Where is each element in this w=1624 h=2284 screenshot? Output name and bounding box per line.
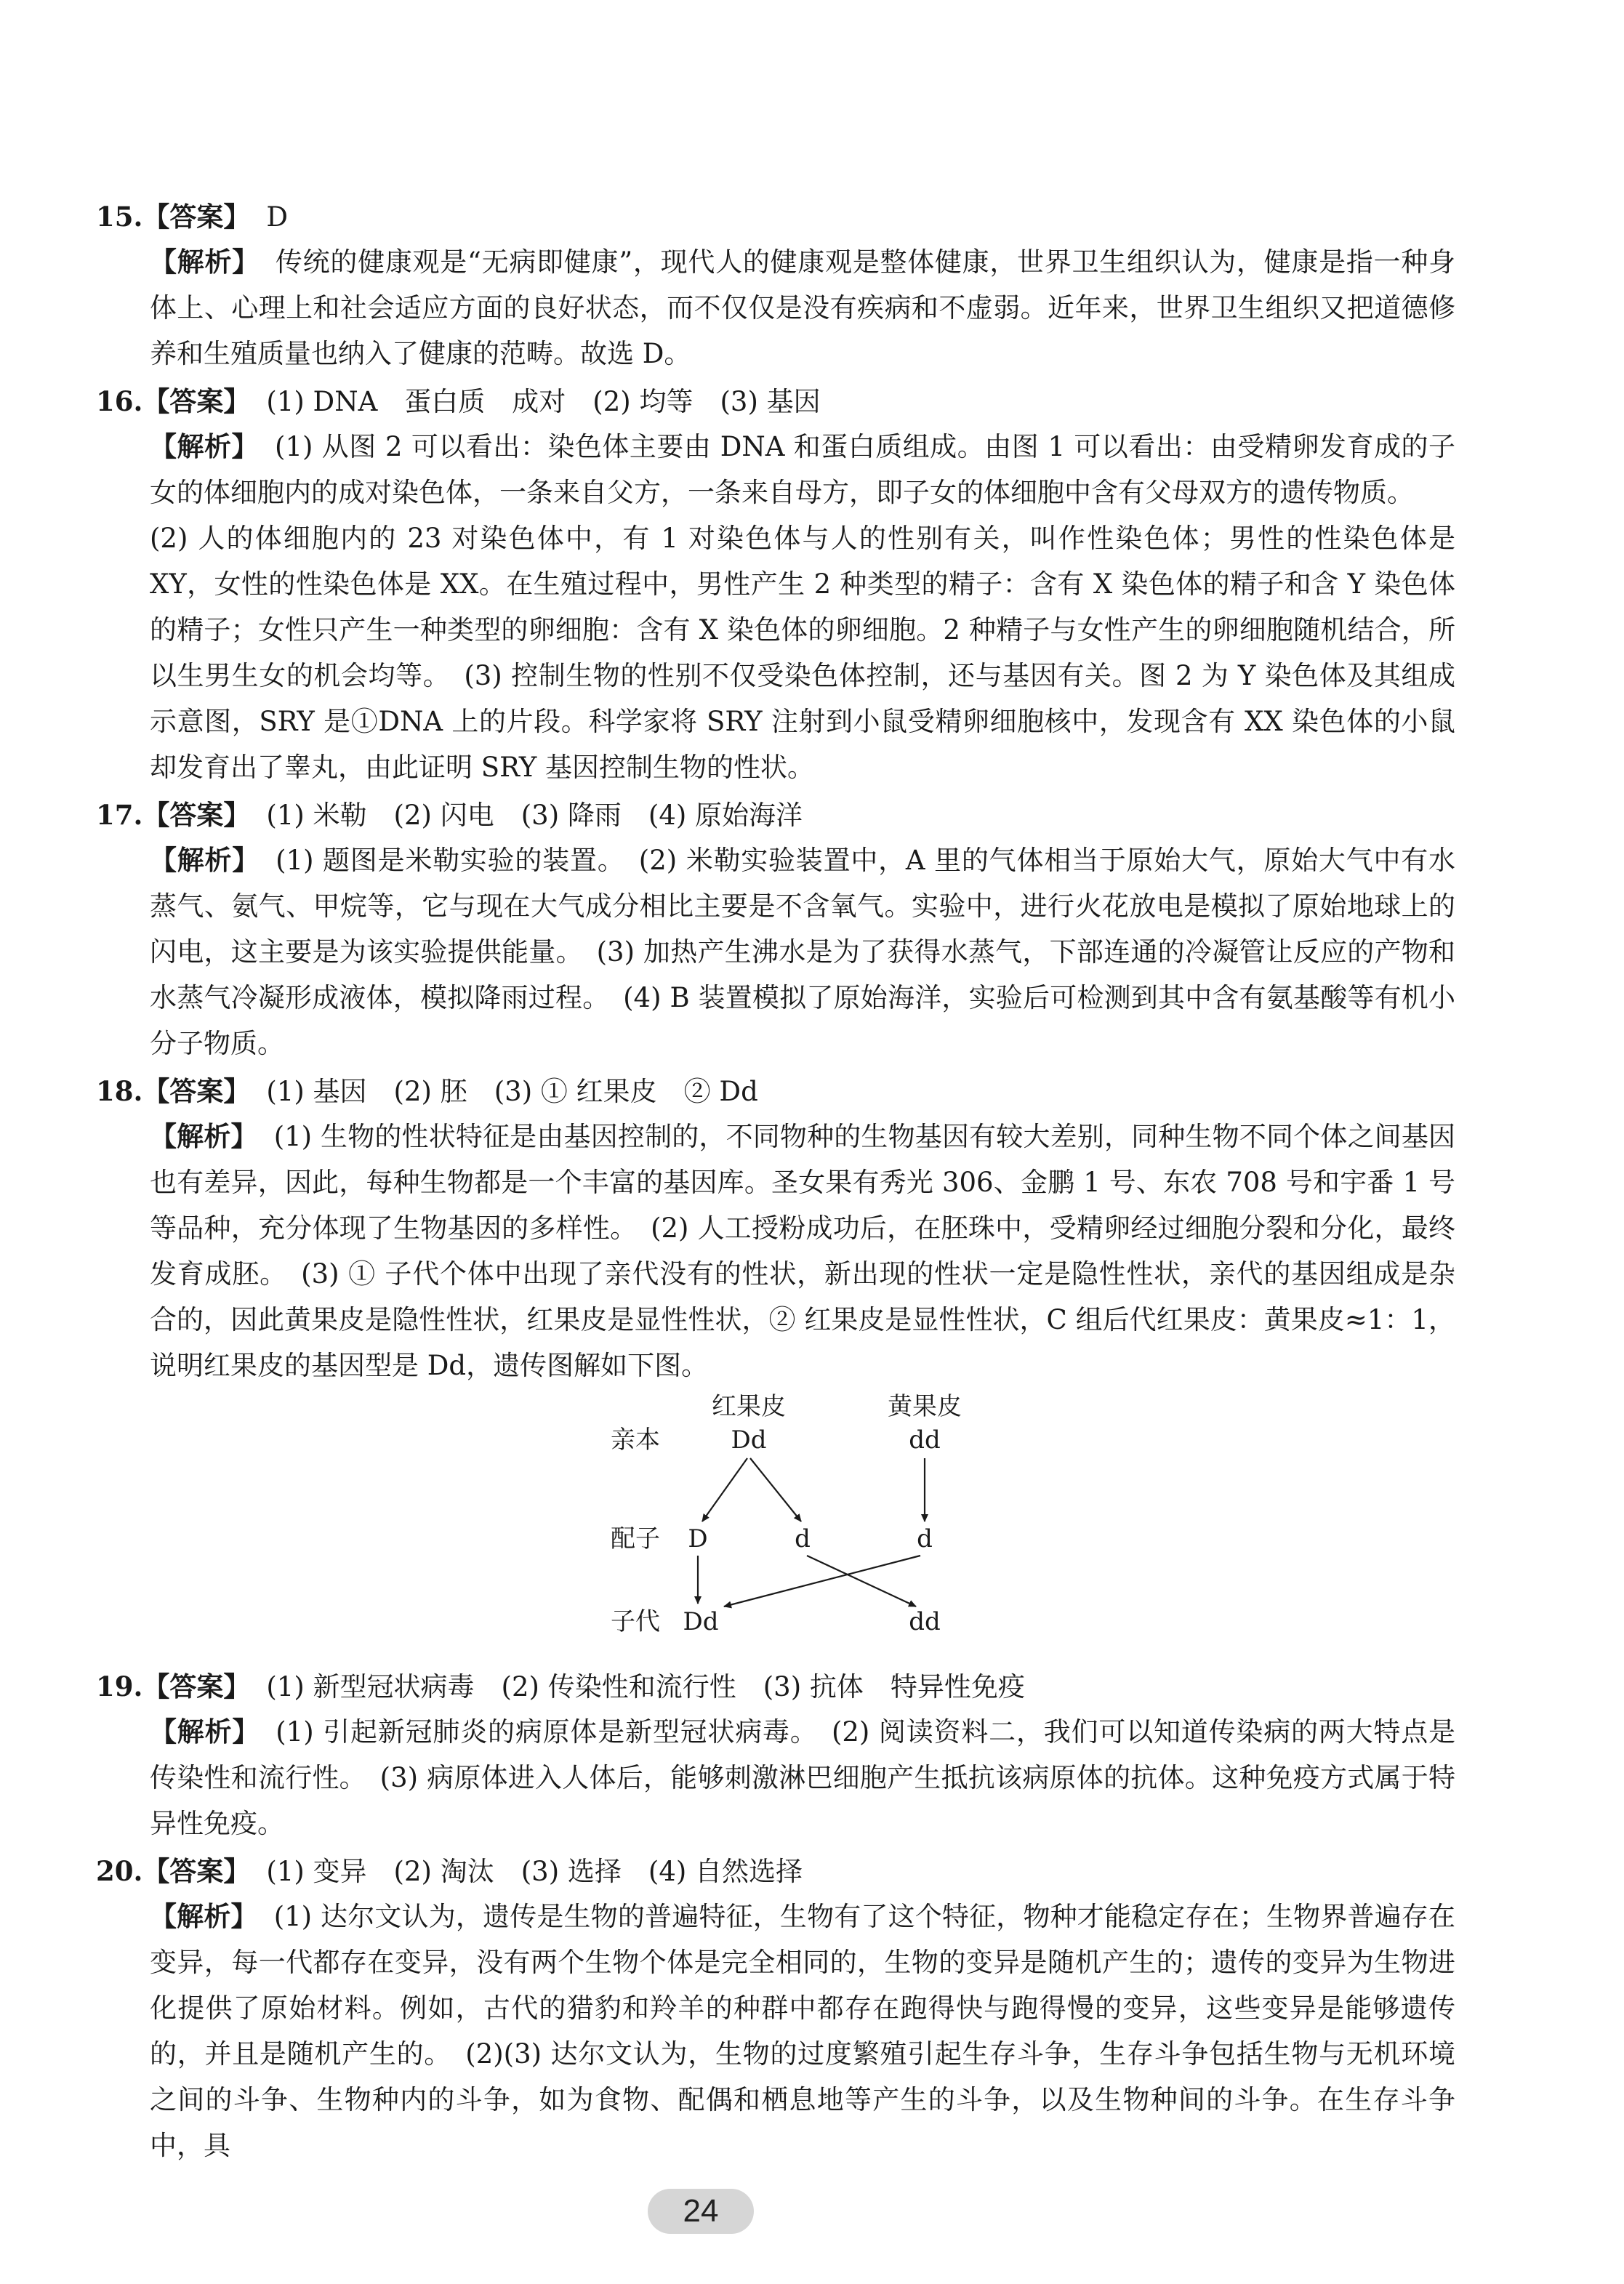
gamete-d-1: d — [795, 1524, 811, 1553]
answer-text: (1) 米勒 (2) 闪电 (3) 降雨 (4) 原始海洋 — [266, 800, 803, 831]
offspring-Dd: Dd — [683, 1607, 719, 1636]
answer-label: 【答案】 — [142, 201, 251, 233]
parent-trait-yellow: 黄果皮 — [888, 1392, 962, 1421]
analysis-label: 【解析】 — [150, 1120, 258, 1152]
gamete-D: D — [688, 1524, 708, 1553]
cross-arrows — [698, 1458, 925, 1607]
analysis-label: 【解析】 — [150, 430, 260, 462]
analysis-text: (1) 引起新冠肺炎的病原体是新型冠状病毒。 (2) 阅读资料二，我们可以知道传染病的两大特点是传染性和流行性。 (3) 病原体进入人体后，能够刺激淋巴细胞产生抵抗该病原体的抗体。这种免疫方式属于特异性免疫。 — [150, 1716, 1456, 1839]
question-15 — [96, 195, 1455, 377]
page-number: 24 — [648, 2189, 754, 2234]
parent-genotype-dd-homo: dd — [909, 1426, 941, 1455]
answer-text: (1) 新型冠状病毒 (2) 传染性和流行性 (3) 抗体 特异性免疫 — [266, 1671, 1025, 1702]
question-18 — [96, 1069, 1455, 1388]
analysis-block — [150, 1114, 1455, 1388]
question-number: 15. — [96, 201, 143, 233]
answer-label: 【答案】 — [142, 1855, 251, 1887]
genetic-cross-svg — [596, 1374, 1003, 1636]
analysis-text: (2) 人的体细胞内的 23 对染色体中，有 1 对染色体与人的性别有关，叫作性染色体；男性的性染色体是 XY，女性的性染色体是 XX。在生殖过程中，男性产生 2 种类型的精子：含有 X 染色体的精子和含 Y 染色体的精子；女性只产生一种类型的卵细胞：含有 X 染色体的卵细胞。2 种精子与女性产生的卵细胞随机结合，所以生男生女的机会均等。 (3) 控制生物的性别不仅受染色体控制，还与基因有关。图 2 为 Y 染色体及其组成示意图，SRY 是①DNA 上的片段。科学家将 SRY 注射到小鼠受精卵细胞核中，发现含有 XX 染色体的小鼠却发育出了睾丸，由此证明 SRY 基因控制生物的性状。 — [150, 523, 1455, 783]
offspring-dd: dd — [909, 1607, 941, 1636]
analysis-text: (1) 达尔文认为，遗传是生物的普遍特征，生物有了这个特征，物种才能稳定存在；生物界普遍存在变异，每一代都存在变异，没有两个生物个体是完全相同的，生物的变异是随机产生的；遗传的变异为生物进化提供了原始材料。例如，古代的猎豹和羚羊的种群中都存在跑得快与跑得慢的变异，这些变异是能够遗传的，并且是随机产生的。 (2)(3) 达尔文认为，生物的过度繁殖引起生存斗争，生存斗争包括生物与无机环境之间的斗争、生物种内的斗争，如为食物、配偶和栖息地等产生的斗争，以及生物种间的斗争。在生存斗争中，具 — [150, 1901, 1456, 2161]
analysis-text: (1) 生物的性状特征是由基因控制的，不同物种的生物基因有较大差别，同种生物不同个体之间基因也有差异，因此，每种生物都是一个丰富的基因库。圣女果有秀光 306、金鹏 1 号、东农 708 号和宇番 1 号等品种，充分体现了生物基因的多样性。 (2) 人工授粉成功后，在胚珠中，受精卵经过细胞分裂和分化，最终发育成胚。 (3) ① 子代个体中出现了亲代没有的性状，新出现的性状一定是隐性性状，亲代的基因组成是杂合的，因此黄果皮是隐性性状，红果皮是显性性状，② 红果皮是显性性状，C 组后代红果皮：黄果皮≈1：1，说明红果皮的基因型是 Dd，遗传图解如下图。 — [150, 1121, 1456, 1381]
answer-text: D — [266, 201, 289, 233]
analysis-label: 【解析】 — [150, 844, 260, 876]
answer-text: (1) 变异 (2) 淘汰 (3) 选择 (4) 自然选择 — [266, 1856, 803, 1887]
answer-label: 【答案】 — [142, 1670, 251, 1702]
analysis-block — [150, 424, 1455, 790]
genetic-cross-diagram — [596, 1374, 1003, 1636]
question-number: 19. — [96, 1670, 143, 1702]
analysis-block — [150, 239, 1455, 377]
analysis-text: (1) 题图是米勒实验的装置。 (2) 米勒实验装置中，A 里的气体相当于原始大气，原始大气中有水蒸气、氨气、甲烷等，它与现在大气成分相比主要是不含氧气。实验中，进行火花放电是模拟了原始地球上的闪电，这主要是为该实验提供能量。 (3) 加热产生沸水是为了获得水蒸气，下部连通的冷凝管让反应的产物和水蒸气冷凝形成液体，模拟降雨过程。 (4) B 装置模拟了原始海洋，实验后可检测到其中含有氨基酸等有机小分子物质。 — [150, 845, 1456, 1059]
analysis-text: 传统的健康观是“无病即健康”，现代人的健康观是整体健康，世界卫生组织认为，健康是指一种身体上、心理上和社会适应方面的良好状态，而不仅仅是没有疾病和不虚弱。近年来，世界卫生组织又把道德修养和生殖质量也纳入了健康的范畴。故选 D。 — [150, 246, 1455, 369]
answer-label: 【答案】 — [142, 799, 251, 831]
question-17 — [96, 793, 1455, 1066]
answer-text: (1) DNA 蛋白质 成对 (2) 均等 (3) 基因 — [266, 386, 821, 417]
question-20 — [96, 1849, 1455, 2168]
analysis-label: 【解析】 — [150, 1900, 258, 1932]
answer-label: 【答案】 — [142, 1075, 251, 1107]
question-19 — [96, 1665, 1455, 1846]
question-number: 20. — [96, 1855, 143, 1887]
answer-text: (1) 基因 (2) 胚 (3) ① 红果皮 ② Dd — [266, 1076, 758, 1107]
analysis-label: 【解析】 — [150, 246, 260, 278]
question-16 — [96, 379, 1455, 790]
parent-trait-red: 红果皮 — [712, 1392, 786, 1421]
gamete-d-2: d — [917, 1524, 933, 1553]
question-number: 16. — [96, 385, 143, 417]
row-label-parent: 亲本 — [611, 1426, 660, 1455]
parent-genotype-dd-hetero: Dd — [731, 1426, 767, 1455]
row-label-gamete: 配子 — [611, 1524, 660, 1553]
analysis-label: 【解析】 — [150, 1716, 260, 1748]
answer-label: 【答案】 — [142, 385, 251, 417]
analysis-block — [150, 1894, 1455, 2168]
row-label-offspring: 子代 — [611, 1607, 660, 1636]
page-content — [96, 195, 1455, 2168]
question-number: 17. — [96, 799, 143, 831]
analysis-block — [150, 837, 1455, 1066]
arrow-parent-to-d — [750, 1458, 801, 1521]
analysis-text: (1) 从图 2 可以看出：染色体主要由 DNA 和蛋白质组成。由图 1 可以看出：由受精卵发育成的子女的体细胞内的成对染色体，一条来自父方，一条来自母方，即子女的体细胞中含有父母双方的遗传物质。 — [150, 431, 1455, 508]
arrow-parent-to-D — [702, 1458, 747, 1521]
analysis-block — [150, 1709, 1455, 1846]
question-number: 18. — [96, 1075, 143, 1107]
